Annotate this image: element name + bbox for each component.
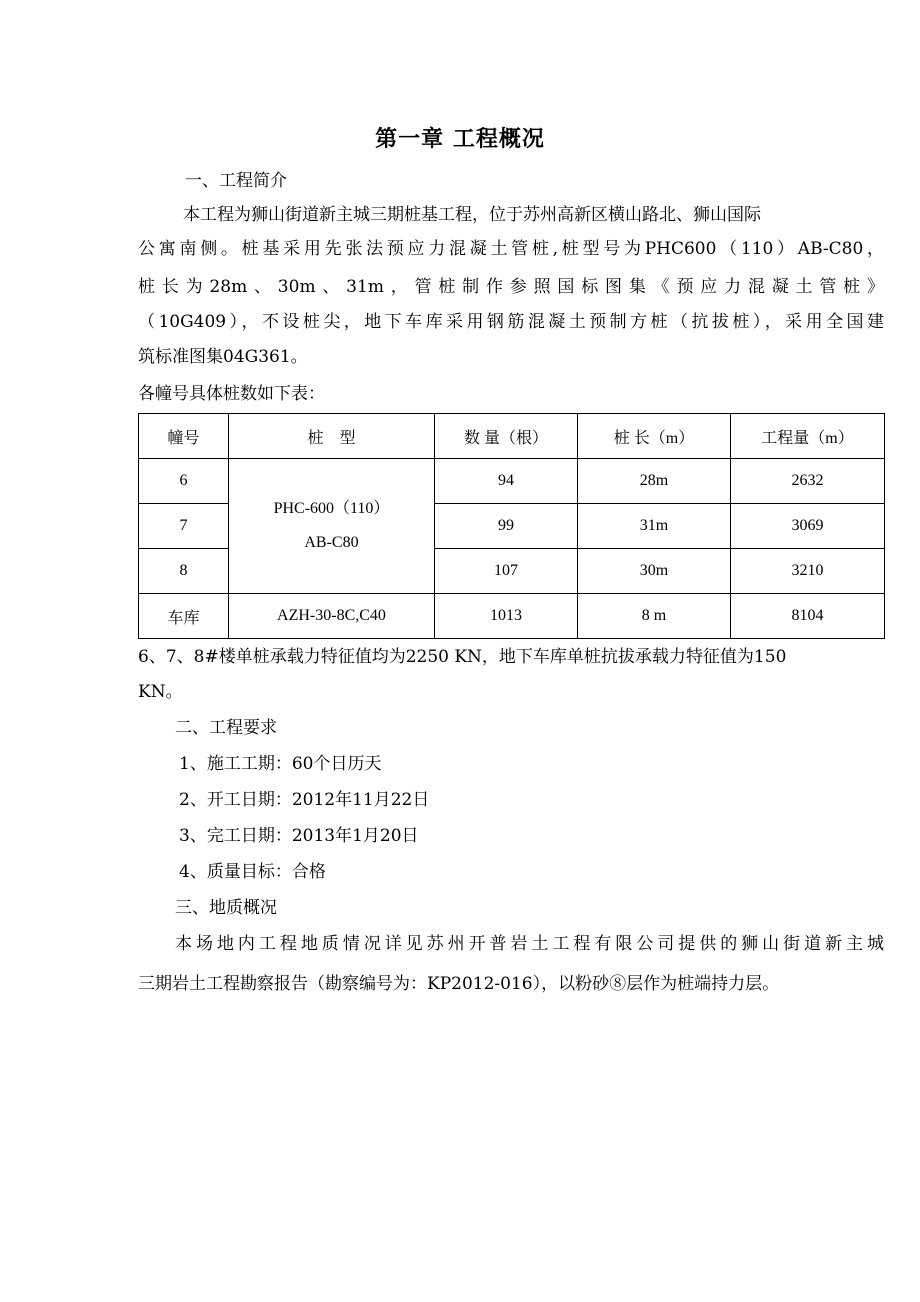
cell-volume: 3210 [731, 549, 885, 594]
requirement-item: 1、施工工期：60个日历天 [179, 754, 382, 774]
cell-length: 31m [578, 504, 731, 549]
intro-line-3: 桩长为28m、30m、31m，管桩制作参照国标图集《预应力混凝土管桩》 [138, 277, 884, 297]
intro-line-2: 公寓南侧。桩基采用先张法预应力混凝土管桩,桩型号为PHC600（110）AB-C80， [138, 239, 884, 259]
cell-pile-type: AZH-30-8C,C40 [229, 594, 435, 639]
cell-building: 8 [139, 549, 229, 594]
pile-type-line-1: PHC-600（110） [273, 500, 390, 517]
capacity-note-line-2: KN。 [138, 682, 183, 702]
header-volume: 工程量（m） [731, 414, 885, 459]
cell-quantity: 1013 [435, 594, 578, 639]
cell-building: 车库 [139, 594, 229, 639]
cell-length: 8 m [578, 594, 731, 639]
cell-quantity: 107 [435, 549, 578, 594]
cell-volume: 8104 [731, 594, 885, 639]
table-header-row [139, 414, 885, 459]
header-pile-type: 桩 型 [229, 414, 435, 459]
cell-quantity: 99 [435, 504, 578, 549]
table-intro: 各幢号具体桩数如下表： [138, 384, 325, 404]
intro-line-1: 本工程为狮山街道新主城三期桩基工程，位于苏州高新区横山路北、狮山国际 [183, 205, 761, 225]
requirement-item: 3、完工日期：2013年1月20日 [179, 826, 419, 846]
geology-line-2: 三期岩土工程勘察报告（勘察编号为：KP2012-016），以粉砂⑧层作为桩端持力层。 [138, 974, 780, 994]
requirement-item: 2、开工日期：2012年11月22日 [179, 790, 430, 810]
page-title: 第一章 工程概况 [375, 127, 545, 152]
section-2-title: 二、工程要求 [175, 718, 277, 738]
cell-volume: 3069 [731, 504, 885, 549]
pile-type-line-2: AB-C80 [304, 534, 359, 551]
geology-line-1: 本场地内工程地质情况详见苏州开普岩土工程有限公司提供的狮山街道新主城 [175, 934, 884, 954]
section-3-title: 三、地质概况 [175, 898, 277, 918]
header-quantity: 数 量（根） [435, 414, 578, 459]
pile-table [138, 413, 885, 639]
cell-volume: 2632 [731, 459, 885, 504]
cell-length: 30m [578, 549, 731, 594]
cell-pile-type-merged [229, 459, 435, 594]
section-1-title: 一、工程简介 [185, 171, 287, 191]
table-row [139, 459, 885, 504]
intro-line-4: （10G409），不设桩尖，地下车库采用钢筋混凝土预制方桩（抗拔桩），采用全国建 [138, 312, 884, 332]
requirement-item: 4、质量目标：合格 [179, 862, 326, 882]
header-length: 桩 长（m） [578, 414, 731, 459]
cell-quantity: 94 [435, 459, 578, 504]
capacity-note-line-1: 6、7、8#楼单桩承载力特征值均为2250 KN，地下车库单桩抗拔承载力特征值为150 [138, 647, 787, 667]
header-building: 幢号 [139, 414, 229, 459]
cell-building: 6 [139, 459, 229, 504]
cell-length: 28m [578, 459, 731, 504]
intro-line-5: 筑标准图集04G361。 [138, 347, 308, 367]
cell-building: 7 [139, 504, 229, 549]
table-row-garage [139, 594, 885, 639]
